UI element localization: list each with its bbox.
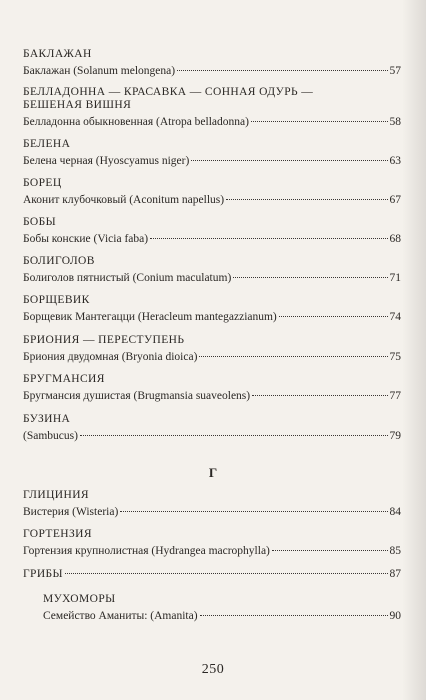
entry-heading: БУЗИНА xyxy=(23,413,71,425)
toc-entry xyxy=(23,138,401,168)
entry-page: 58 xyxy=(389,116,401,128)
entry-text: Аконит клубочковый (Aconitum napellus) xyxy=(23,194,225,206)
leader-dots xyxy=(199,356,387,357)
section-letter: Г xyxy=(208,465,218,480)
toc-entry xyxy=(23,567,401,581)
entry-heading: ГОРТЕНЗИЯ xyxy=(23,528,92,540)
entry-page: 67 xyxy=(389,194,401,206)
entry-line[interactable] xyxy=(23,232,401,246)
page-number: 250 xyxy=(201,662,225,677)
entry-heading: БРУГМАНСИЯ xyxy=(23,373,105,385)
entry-heading: БОБЫ xyxy=(23,216,57,228)
leader-dots xyxy=(272,550,388,551)
entry-line[interactable] xyxy=(23,505,401,519)
entry-page: 84 xyxy=(389,506,401,518)
entry-heading: БРИОНИЯ — ПЕРЕСТУПЕНЬ xyxy=(23,334,185,346)
leader-dots xyxy=(177,70,387,71)
entry-text: Бругмансия душистая (Brugmansia suaveolens) xyxy=(23,390,251,402)
toc-entry xyxy=(23,413,401,443)
leader-dots xyxy=(65,573,388,574)
entry-text: Баклажан (Solanum melongena) xyxy=(23,65,176,77)
leader-dots xyxy=(200,615,388,616)
entry-heading: БАКЛАЖАН xyxy=(23,48,92,60)
entry-heading: БОРЩЕВИК xyxy=(23,294,90,306)
page-edge-shadow xyxy=(402,0,426,700)
entry-heading: ГРИБЫ xyxy=(23,568,63,580)
entry-page: 79 xyxy=(389,430,401,442)
entry-heading: БЕЛЛАДОННА — КРАСАВКА — СОННАЯ ОДУРЬ — xyxy=(23,86,314,98)
entry-line[interactable] xyxy=(23,567,401,581)
entry-line[interactable] xyxy=(43,609,401,623)
entry-page: 63 xyxy=(389,155,401,167)
entry-line[interactable] xyxy=(23,310,401,324)
entry-line[interactable] xyxy=(23,193,401,207)
toc-sub-entry xyxy=(43,593,401,623)
entry-text: Гортензия крупнолистная (Hydrangea macrophylla) xyxy=(23,545,270,557)
entry-page: 68 xyxy=(389,233,401,245)
toc-entry xyxy=(23,489,401,519)
toc-entry xyxy=(23,334,401,364)
entry-line[interactable] xyxy=(23,429,401,443)
entry-page: 77 xyxy=(389,390,401,402)
leader-dots xyxy=(120,511,387,512)
leader-dots xyxy=(252,395,387,396)
toc-entry xyxy=(23,86,401,129)
leader-dots xyxy=(191,160,387,161)
entry-line[interactable] xyxy=(23,389,401,403)
entry-text: Семейство Аманиты: (Amanita) xyxy=(43,610,198,622)
entry-line[interactable] xyxy=(23,350,401,364)
entry-page: 74 xyxy=(389,311,401,323)
toc-entry xyxy=(23,48,401,78)
entry-line[interactable] xyxy=(23,154,401,168)
leader-dots xyxy=(226,199,387,200)
entry-text: Белладонна обыкновенная (Atropa belladonna) xyxy=(23,116,249,128)
entry-page: 87 xyxy=(389,568,401,580)
toc-entry xyxy=(23,177,401,207)
entry-line[interactable] xyxy=(23,544,401,558)
entry-text: Болиголов пятнистый (Conium maculatum) xyxy=(23,272,232,284)
leader-dots xyxy=(233,277,387,278)
entry-heading: БЕЛЕНА xyxy=(23,138,71,150)
entry-line[interactable] xyxy=(23,64,401,78)
toc-entry xyxy=(23,216,401,246)
entry-line[interactable] xyxy=(23,115,401,129)
entry-page: 90 xyxy=(389,610,401,622)
entry-page: 71 xyxy=(389,272,401,284)
entry-heading-continued: БЕШЕНАЯ ВИШНЯ xyxy=(23,99,132,111)
leader-dots xyxy=(279,316,388,317)
leader-dots xyxy=(251,121,388,122)
entry-line[interactable] xyxy=(23,271,401,285)
toc-entry xyxy=(23,294,401,324)
entry-text: Борщевик Мантегацци (Heracleum mantegazzianum) xyxy=(23,311,277,323)
entry-heading: БОРЕЦ xyxy=(23,177,62,189)
toc-entry xyxy=(23,373,401,403)
toc-entry xyxy=(23,255,401,285)
entry-heading: БОЛИГОЛОВ xyxy=(23,255,95,267)
leader-dots xyxy=(80,435,388,436)
entry-page: 85 xyxy=(389,545,401,557)
entry-text: (Sambucus) xyxy=(23,430,78,442)
leader-dots xyxy=(150,238,387,239)
entry-text: Белена черная (Hyoscyamus niger) xyxy=(23,155,190,167)
entry-heading: МУХОМОРЫ xyxy=(43,593,116,605)
entry-page: 57 xyxy=(389,65,401,77)
entry-page: 75 xyxy=(389,351,401,363)
entry-text: Бриония двудомная (Bryonia dioica) xyxy=(23,351,198,363)
toc-entry xyxy=(23,528,401,558)
entry-text: Вистерия (Wisteria) xyxy=(23,506,119,518)
entry-heading: ГЛИЦИНИЯ xyxy=(23,489,89,501)
entry-text: Бобы конские (Vicia faba) xyxy=(23,233,149,245)
